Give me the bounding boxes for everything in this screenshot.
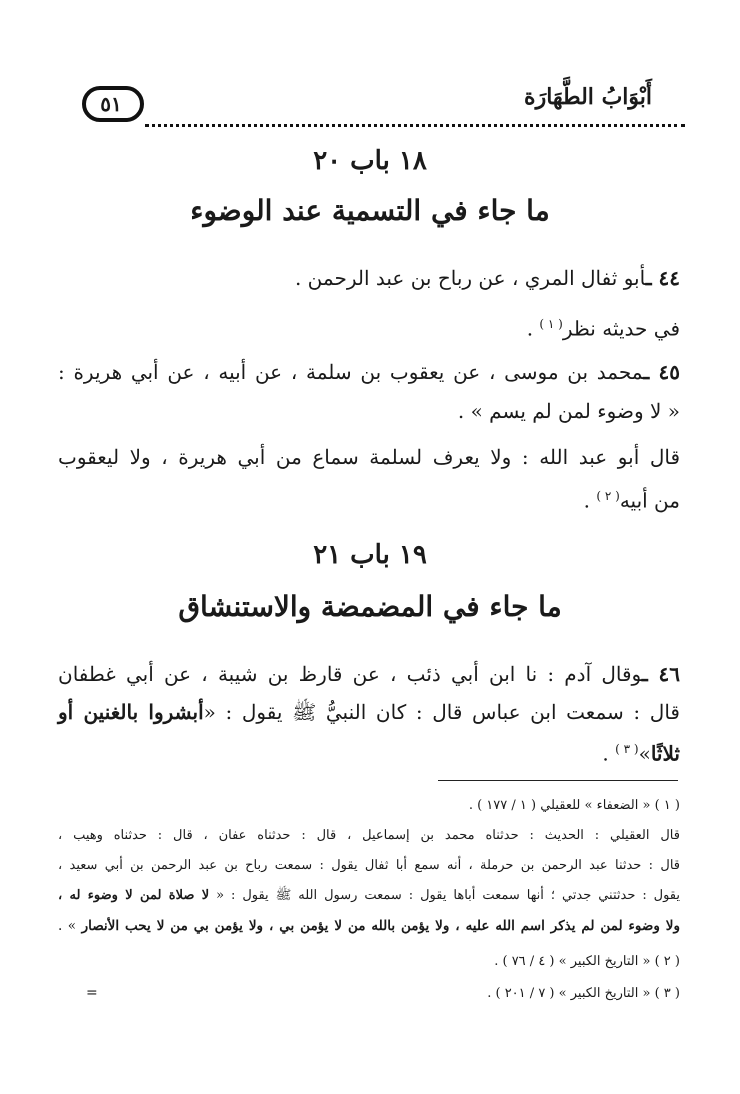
footnote-1-line-2: قال العقيلي : الحديث : حدثناه محمد بن إسماعيل ، قال : حدثناه عفان ، قال : حدثناه وهيب ، [58, 828, 680, 843]
footnote-ref-2: ( ٢ ) [596, 489, 620, 503]
footnote-1-line-5 [58, 916, 680, 936]
entry-45-line-3: قال أبو عبد الله : ولا يعرف لسلمة سماع من أبي هريرة ، ولا ليعقوب [58, 445, 680, 469]
chapter-18-title: ما جاء في التسمية عند الوضوء [190, 194, 550, 227]
entry-46-line-3 [602, 735, 680, 768]
chapter-18-number: ١٨ باب ٢٠ [313, 146, 427, 176]
entry-45-comment: من أبيه [619, 488, 680, 513]
footnote-1-narration: يقول : حدثتني جدتي ؛ أنها سمعت أباها يقول : سمعت رسول الله ﷺ يقول : « [209, 888, 680, 903]
footnote-1-hadith-start: لا صلاة لمن لا وضوء له ، [58, 888, 210, 903]
entry-45-line-2: « لا وضوء لمن لم يسم » . [457, 399, 680, 423]
page-number-badge [82, 86, 144, 122]
running-title: أَبْوَابُ الطَّهَارَة [524, 84, 652, 110]
chapter-19-title: ما جاء في المضمضة والاستنشاق [178, 590, 562, 623]
continuation-marker: = [86, 985, 98, 1001]
entry-44-period: . [526, 316, 540, 341]
entry-46-line-1 [58, 660, 680, 688]
footnote-1-close: » . [58, 918, 82, 934]
footnote-2: ( ٢ ) « التاريخ الكبير » ( ٤ / ٧٦ ) . [494, 954, 680, 969]
footnote-1-hadith-end: ولا وضوء لمن لم يذكر اسم الله عليه ، ولا يؤمن بالله من لا يؤمن بي ، ولا يؤمن بي من لا يحب الأنصار [81, 918, 680, 934]
entry-45-line-4 [584, 482, 680, 515]
entry-45-isnad: محمد بن موسى ، عن يعقوب بن سلمة ، عن أبيه ، عن أبي هريرة : [58, 360, 644, 384]
entry-46-narration: قال : سمعت ابن عباس قال : كان النبيُّ ﷺ يقول : « [203, 700, 680, 724]
entry-45-number: ٤٥ ـ [643, 360, 680, 384]
footnote-1-line-4 [58, 886, 680, 906]
footnote-1: ( ١ ) « الضعفاء » للعقيلي ( ١ / ١٧٧ ) . [468, 798, 680, 813]
footnote-ref-3: ( ٣ ) [615, 742, 639, 756]
entry-44-number: ٤٤ ـ [645, 266, 680, 290]
footnote-separator [438, 780, 678, 781]
entry-45-period: . [583, 488, 597, 513]
entry-46-isnad: وقال آدم : نا ابن أبي ذئب ، عن قارظ بن شيبة ، عن أبي غطفان [58, 662, 642, 686]
footnote-ref-1: ( ١ ) [539, 317, 563, 331]
footnote-1-line-3: قال : حدثنا عبد الرحمن بن حرملة ، أنه سمع أبا ثفال يقول : سمعت رباح بن عبد الرحمن بن أبي سعيد ، [58, 858, 680, 873]
page-number: ٥١ [100, 92, 122, 116]
entry-46-close-quote: » [638, 741, 651, 766]
entry-45-line-1 [58, 358, 680, 386]
entry-44-text: أبو ثفال المري ، عن رباح بن عبد الرحمن . [294, 266, 646, 290]
entry-44-line-2 [527, 310, 680, 343]
entry-46-hadith-text: أبشروا بالغنين أو [58, 700, 204, 724]
entry-44-comment: في حديثه نظر [562, 316, 680, 341]
footnote-3: ( ٣ ) « التاريخ الكبير » ( ٧ / ٢٠١ ) . [487, 986, 680, 1001]
entry-46-line-2 [58, 698, 680, 726]
header-dotted-rule [145, 124, 685, 127]
entry-44-line-1 [295, 264, 680, 292]
chapter-19-number: ١٩ باب ٢١ [313, 540, 427, 570]
entry-46-period: . [602, 741, 616, 766]
entry-46-hadith-end: ثلاثًا [650, 741, 680, 766]
entry-46-number: ٤٦ ـ [641, 662, 681, 686]
